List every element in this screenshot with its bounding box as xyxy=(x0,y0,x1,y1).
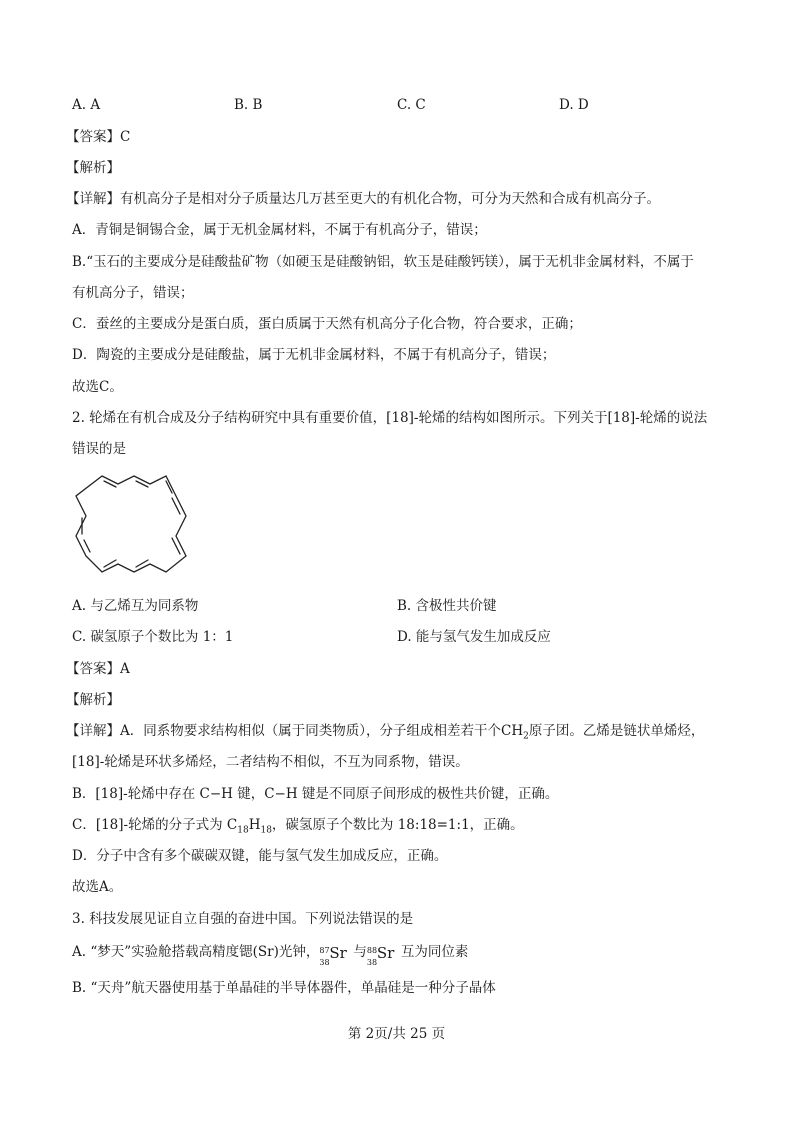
q2-stem-line1: 2. 轮烯在有机合成及分子结构研究中具有重要价值，[18]-轮烯的结构如图所示。下列关于[18]-轮烯的说法 xyxy=(72,410,708,426)
q1-explain-c: C．蚕丝的主要成分是蛋白质，蛋白质属于天然有机高分子化合物，符合要求，正确； xyxy=(72,316,582,332)
q1-analysis-label: 【解析】 xyxy=(66,160,120,176)
q2-stem-line2: 错误的是 xyxy=(72,441,126,457)
q1-detail: 【详解】有机高分子是相对分子质量达几万甚至更大的有机化合物，可分为天然和合成有机高分子。 xyxy=(66,191,660,207)
q1-conclusion: 故选C。 xyxy=(72,379,123,395)
q1-answer: 【答案】C xyxy=(66,129,131,145)
subscript: 18 xyxy=(237,825,249,836)
q3-text: 互为同位素 xyxy=(400,944,469,960)
q1-option-d: D. D xyxy=(559,97,589,113)
q3-option-a xyxy=(72,943,469,967)
q1-explain-b-line2: 有机高分子，错误； xyxy=(72,285,194,301)
q2-conclusion: 故选A。 xyxy=(72,879,123,895)
q1-option-a: A. A xyxy=(72,97,101,113)
mass-number: 88 xyxy=(366,945,378,955)
q2-explain-b: B．[18]-轮烯中存在 C−H 键，C−H 键是不同原子间形成的极性共价键，正确。 xyxy=(72,786,559,802)
atomic-number: 38 xyxy=(319,957,330,967)
isotope-sr88 xyxy=(366,943,401,967)
q2-text: C．[18]-轮烯的分子式为 C xyxy=(72,817,238,833)
q3-text: 与 xyxy=(353,944,367,960)
q3-option-b: B. “天舟”航天器使用基于单晶硅的半导体器件，单晶硅是一种分子晶体 xyxy=(72,980,496,996)
q2-option-b: B. 含极性共价键 xyxy=(397,598,497,614)
isotope-sr87 xyxy=(319,943,353,967)
q2-option-d: D. 能与氢气发生加成反应 xyxy=(397,629,551,645)
q2-analysis-label: 【解析】 xyxy=(66,692,120,708)
q2-text: H xyxy=(248,817,261,833)
q1-option-b: B. B xyxy=(234,97,263,113)
q1-explain-d: D．陶瓷的主要成分是硅酸盐，属于无机非金属材料，不属于有机高分子，错误； xyxy=(72,347,556,363)
q2-option-a: A. 与乙烯互为同系物 xyxy=(72,598,199,614)
q1-explain-a: A．青铜是铜锡合金，属于无机金属材料，不属于有机高分子，错误； xyxy=(72,222,487,238)
q2-detail-line2: [18]-轮烯是环状多烯烃，二者结构不相似，不互为同系物，错误。 xyxy=(72,754,469,770)
q3-stem: 3. 科技发展见证自立自强的奋进中国。下列说法错误的是 xyxy=(72,911,414,927)
annulene-structure-figure xyxy=(68,468,192,582)
mass-number: 87 xyxy=(319,945,330,955)
q2-explain-c xyxy=(72,816,524,834)
q2-detail-text: 【详解】A．同系物要求结构相似（属于同类物质），分子组成相差若干个CH xyxy=(66,723,524,739)
q2-option-c: C. 碳氢原子个数比为 1：1 xyxy=(72,629,234,645)
q2-explain-d: D．分子中含有多个碳碳双键，能与氢气发生加成反应，正确。 xyxy=(72,848,448,864)
q3-text: A. “梦天”实验舱搭载高精度锶(Sr)光钟， xyxy=(72,944,320,960)
element-symbol: Sr xyxy=(376,943,395,962)
q2-detail-text: 原子团。乙烯是链状单烯烃， xyxy=(528,723,705,739)
element-symbol: Sr xyxy=(329,943,347,962)
q1-option-c: C. C xyxy=(397,97,426,113)
q2-text: ，碳氢原子个数比为 18:18=1:1，正确。 xyxy=(271,817,524,833)
atomic-number: 38 xyxy=(366,957,378,967)
q2-answer: 【答案】A xyxy=(66,661,130,677)
q1-explain-b-line1: B.“玉石的主要成分是硅酸盐矿物（如硬玉是硅酸钠铝，软玉是硅酸钙镁），属于无机非金属材料，不属于 xyxy=(72,254,694,270)
subscript: 18 xyxy=(260,825,272,836)
subscript: 2 xyxy=(523,731,529,742)
page-footer: 第 2页/共 25 页 xyxy=(347,1026,446,1042)
q2-detail-line1 xyxy=(66,722,704,740)
